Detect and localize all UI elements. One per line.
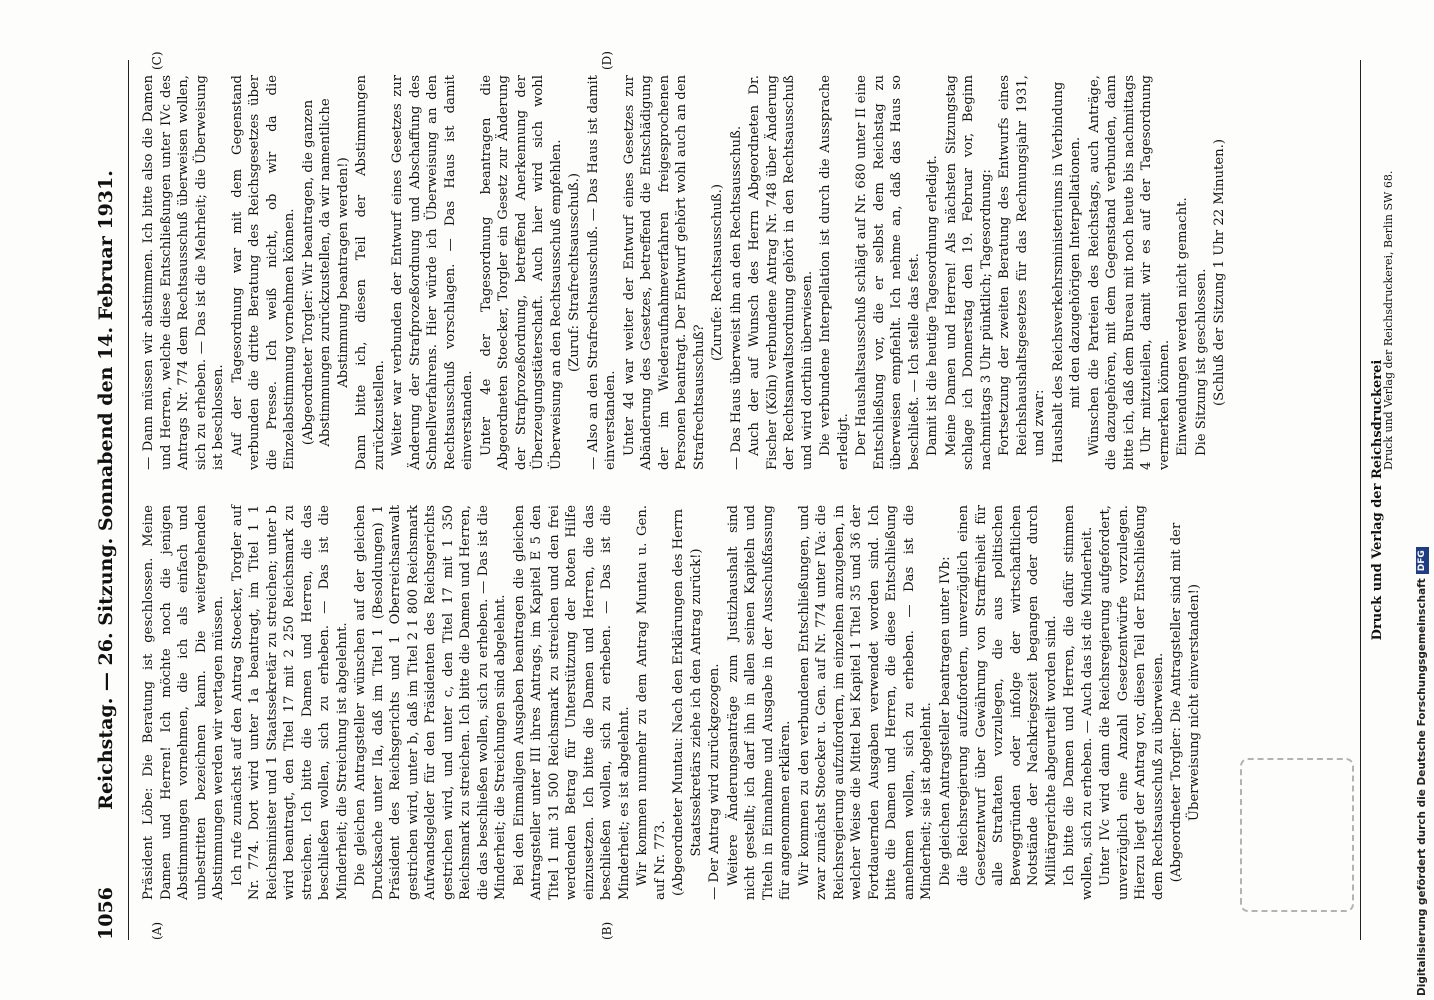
paragraph: — Also an den Strafrechtsausschuß. — Das Haus ist damit einverstanden. xyxy=(585,75,618,470)
paragraph: Ich bitte die Damen und Herren, die dafür stimmen wollen, sich zu erheben. — Auch das ist die Minderheit. xyxy=(1062,505,1095,900)
paragraph: Wir kommen nunmehr zu dem Antrag Muntau u. Gen. auf Nr. 773. xyxy=(635,505,668,900)
paragraph: Auf der Tagesordnung war mit dem Gegenstand verbunden die dritte Beratung des Reichsgesetzes über die Presse. Ich weiß nicht, ob wir da die Einzelabstimmung vornehmen können. xyxy=(229,75,297,470)
paragraph: Ich rufe zunächst auf den Antrag Stoecker, Torgler auf Nr. 774. Dort wird unter 1a beantragt, im Titel 1 1 Reichsminister und 1 Staatssekretär zu streichen; unter b wird beantragt, den Titel 17 mit 2 250 Reichsmark zu streichen. Ich bitte die Damen und Herren, die das beschließen wollen, sich zu erheben. — Das ist die Minderheit; die Streichung ist abgelehnt. xyxy=(229,505,350,900)
paragraph: Auch der auf Wunsch des Herrn Abgeordneten Dr. Fischer (Köln) verbundene Antrag Nr. 748 über Änderung der Rechtsanwaltsordnung gehört in den Rechtsausschuß und wird dorthin überwiesen. xyxy=(747,75,815,470)
text-column-left xyxy=(140,505,1204,900)
paragraph: Haushalt des Reichsverkehrsministeriums in Verbindung mit den dazugehörigen Interpellationen. xyxy=(1050,81,1083,464)
paragraph: Damit ist die heutige Tagesordnung erledigt. xyxy=(925,155,940,456)
paragraph: Wir kommen zu den verbundenen Entschließungen, und zwar zunächst Stoecker u. Gen. auf Nr. 774 unter IVa: die Reichsregierung aufzufordern, im einzelnen anzugeben, in welcher Weise die Mittel bei Kapitel 1 Titel 35 und 36 der Fortdauernden Ausgaben verwendet worden sind. Ich bitte die Damen und Herren, die diese Entschließung annehmen wollen, sich zu erheben. — Das ist die Minderheit; sie ist abgelehnt. xyxy=(796,505,934,900)
paragraph: (Schluß der Sitzung 1 Uhr 22 Minuten.) xyxy=(1212,139,1227,406)
text-column-right xyxy=(140,75,1230,470)
paragraph: Der Haushaltsausschuß schlägt auf Nr. 680 unter II eine Entschließung vor, die er selbst dem Reichstag zu überweisen empfiehlt. Ich nehme an, daß das Haus so beschließt. — Ich stelle das fest. xyxy=(854,75,922,470)
paragraph: Die verbundene Interpellation ist durch die Aussprache erledigt. xyxy=(818,75,851,470)
paragraph: (Abgeordneter Torgler: Die Antragsteller sind mit der Überweisung nicht einverstanden!) xyxy=(1169,522,1202,883)
paragraph: Wünschen die Parteien des Reichstags, auch Anträge, die dazugehören, mit dem Gegenstand verbunden, dann bitte ich, daß dem Bureau mit noch heute bis nachmittags 4 Uhr mitzuteilen, damit wir es auf der Tagesordnung vermerken können. xyxy=(1086,75,1172,470)
margin-mark-b: (B) xyxy=(600,921,614,940)
dfg-note-text: Digitalisierung gefördert durch die Deutsche Forschungsgemeinschaft xyxy=(1416,578,1428,996)
paragraph: Unter 4e der Tagesordnung beantragen die Abgeordneten Stoecker, Torgler ein Gesetz zur Änderung der Strafprozeßordnung, betreffend Anerkennung der Überzeugungstäterschaft. Auch hier wird sich wohl Überweisung an den Rechtsausschuß empfehlen. xyxy=(478,75,564,470)
footer-rule xyxy=(1360,60,1361,940)
paragraph: Unter 4d war weiter der Entwurf eines Gesetzes zur Abänderung des Gesetzes, betreffend die Entschädigung der im Wiederaufnahmeverfahren freigesprochenen Personen beantragt. Der Entwurf gehört wohl auch an den Strafrechtsausschuß? xyxy=(621,75,707,470)
paragraph: Weitere Änderungsanträge zum Justizhaushalt sind nicht gestellt; ich darf ihn in allen seinen Kapiteln und Titeln in Einnahme und Ausgabe in der Ausschußfassung für angenommen erklären. xyxy=(725,505,793,900)
paragraph: Die gleichen Antragsteller beantragen unter IVb: xyxy=(937,556,953,886)
header-rule xyxy=(128,60,129,940)
paragraph: Die Sitzung ist geschlossen. xyxy=(1193,268,1209,456)
imprint: Druck und Verlag der Reichsdruckerei xyxy=(1370,359,1385,641)
paragraph: (Abgeordneter Torgler: Wir beantragen, die ganzen Abstimmungen zurückzustellen, da wir namentliche Abstimmung beantragen werden!) xyxy=(300,98,351,447)
paragraph: Präsident Löbe: Die Beratung ist geschlossen. Meine Damen und Herren! Ich möchte noch die jenigen Abstimmungen vornehmen, die ich als einfach und unbestritten bezeichnen kann. Die weitergehenden Abstimmungen werden wir vertagen müssen. xyxy=(141,505,226,900)
paragraph: (Abgeordneter Muntau: Nach den Erklärungen des Herrn Staatssekretärs ziehe ich den Antrag zurück!) xyxy=(671,509,704,896)
page-header xyxy=(95,60,125,940)
paragraph: (Zuruf: Strafrechtsausschuß.) xyxy=(567,173,582,372)
paragraph: — Dann müssen wir abstimmen. Ich bitte also die Damen und Herren, welche diese Entschließungen unter IVc des Antrags Nr. 774 dem Rechtsausschuß überweisen wollen, sich zu erheben. — Das ist die Mehrheit; die Überweisung ist beschlossen. xyxy=(141,75,226,470)
margin-mark-c: (C) xyxy=(150,51,164,70)
paragraph: Einwendungen werden nicht gemacht. xyxy=(1175,197,1190,456)
paragraph: Fortsetzung der zweiten Beratung des Entwurfs eines Reichshaushaltsgesetzes für das Rechnungsjahr 1931, und zwar: xyxy=(997,75,1047,456)
paragraph: Die gleichen Antragsteller wünschen auf der gleichen Drucksache unter IIa, daß im Titel 1 (Besoldungen) 1 Präsident des Reichsgerichts und 1 Oberreichsanwalt gestrichen wird, unter b, daß im Titel 2 1 800 Reichsmark Aufwandsgelder für den Präsidenten des Reichsgerichts gestrichen wird, und unter c, den Titel 17 mit 1 350 Reichsmark zu streichen. Ich bitte die Damen und Herren, die das beschließen wollen, sich zu erheben. — Das ist die Minderheit; die Streichungen sind abgelehnt. xyxy=(353,505,508,900)
dfg-side-note xyxy=(1412,6,1432,996)
paragraph: Unter IVc wird dann die Reichsregierung aufgefordert, unverzüglich eine Anzahl Gesetzentwürfe vorzulegen. Hierzu liegt der Antrag vor, diesen Teil der Entschließung dem Rechtsausschuß zu überweisen. xyxy=(1098,505,1166,900)
page-title: Reichstag. — 26. Sitzung. Sonnabend den 14. Februar 1931. xyxy=(95,170,117,810)
paragraph: Weiter war verbunden der Entwurf eines Gesetzes zur Änderung der Strafprozeßordnung und Abschaffung des Schnellverfahrens. Hier würde ich Überweisung an den Rechtsausschuß vorschlagen. — Das Haus ist damit einverstanden. xyxy=(390,75,475,470)
page-number: 1056 xyxy=(95,887,117,940)
imprint-line: Druck und Verlag der Reichsdruckerei, Berlin SW 68. xyxy=(1382,170,1395,470)
paragraph: (Zurufe: Rechtsausschuß.) xyxy=(710,184,725,362)
paragraph: die Reichsregierung aufzufordern, unverzüglich einen Gesetzentwurf über Gewährung von Straffreiheit für alle Straftaten vorzulegen, die aus politischen Beweggründen oder infolge der wirtschaftlichen Notstände der Nachkriegszeit begangen oder durch Militärgerichte abgeurteilt worden sind. xyxy=(956,505,1059,886)
paragraph: Bei den Einmaligen Ausgaben beantragen die gleichen Antragsteller unter III ihres Antrags, im Kapitel E 5 den Titel 1 mit 31 500 Reichsmark zu streichen und den frei werdenden Betrag für Unterstützung der Roten Hilfe einzusetzen. Ich bitte die Damen und Herren, die das beschließen wollen, sich zu erheben. — Das ist die Minderheit; es ist abgelehnt. xyxy=(511,505,632,900)
margin-mark-d: (D) xyxy=(600,51,614,70)
paragraph: — Der Antrag wird zurückgezogen. xyxy=(707,663,722,900)
paragraph: — Das Haus überweist ihn an den Rechtsausschuß. xyxy=(728,125,744,470)
library-stamp xyxy=(1240,758,1354,912)
margin-mark-a: (A) xyxy=(150,921,164,940)
dfg-logo: DFG xyxy=(1416,547,1429,574)
paragraph: Dann bitte ich, diesen Teil der Abstimmungen zurückzustellen. xyxy=(354,75,387,470)
paragraph: Meine Damen und Herren! Als nächsten Sitzungstag schlage ich Donnerstag den 19. Februar vor, Beginn nachmittags 3 Uhr pünktlich; Tagesordnung: xyxy=(943,75,994,470)
